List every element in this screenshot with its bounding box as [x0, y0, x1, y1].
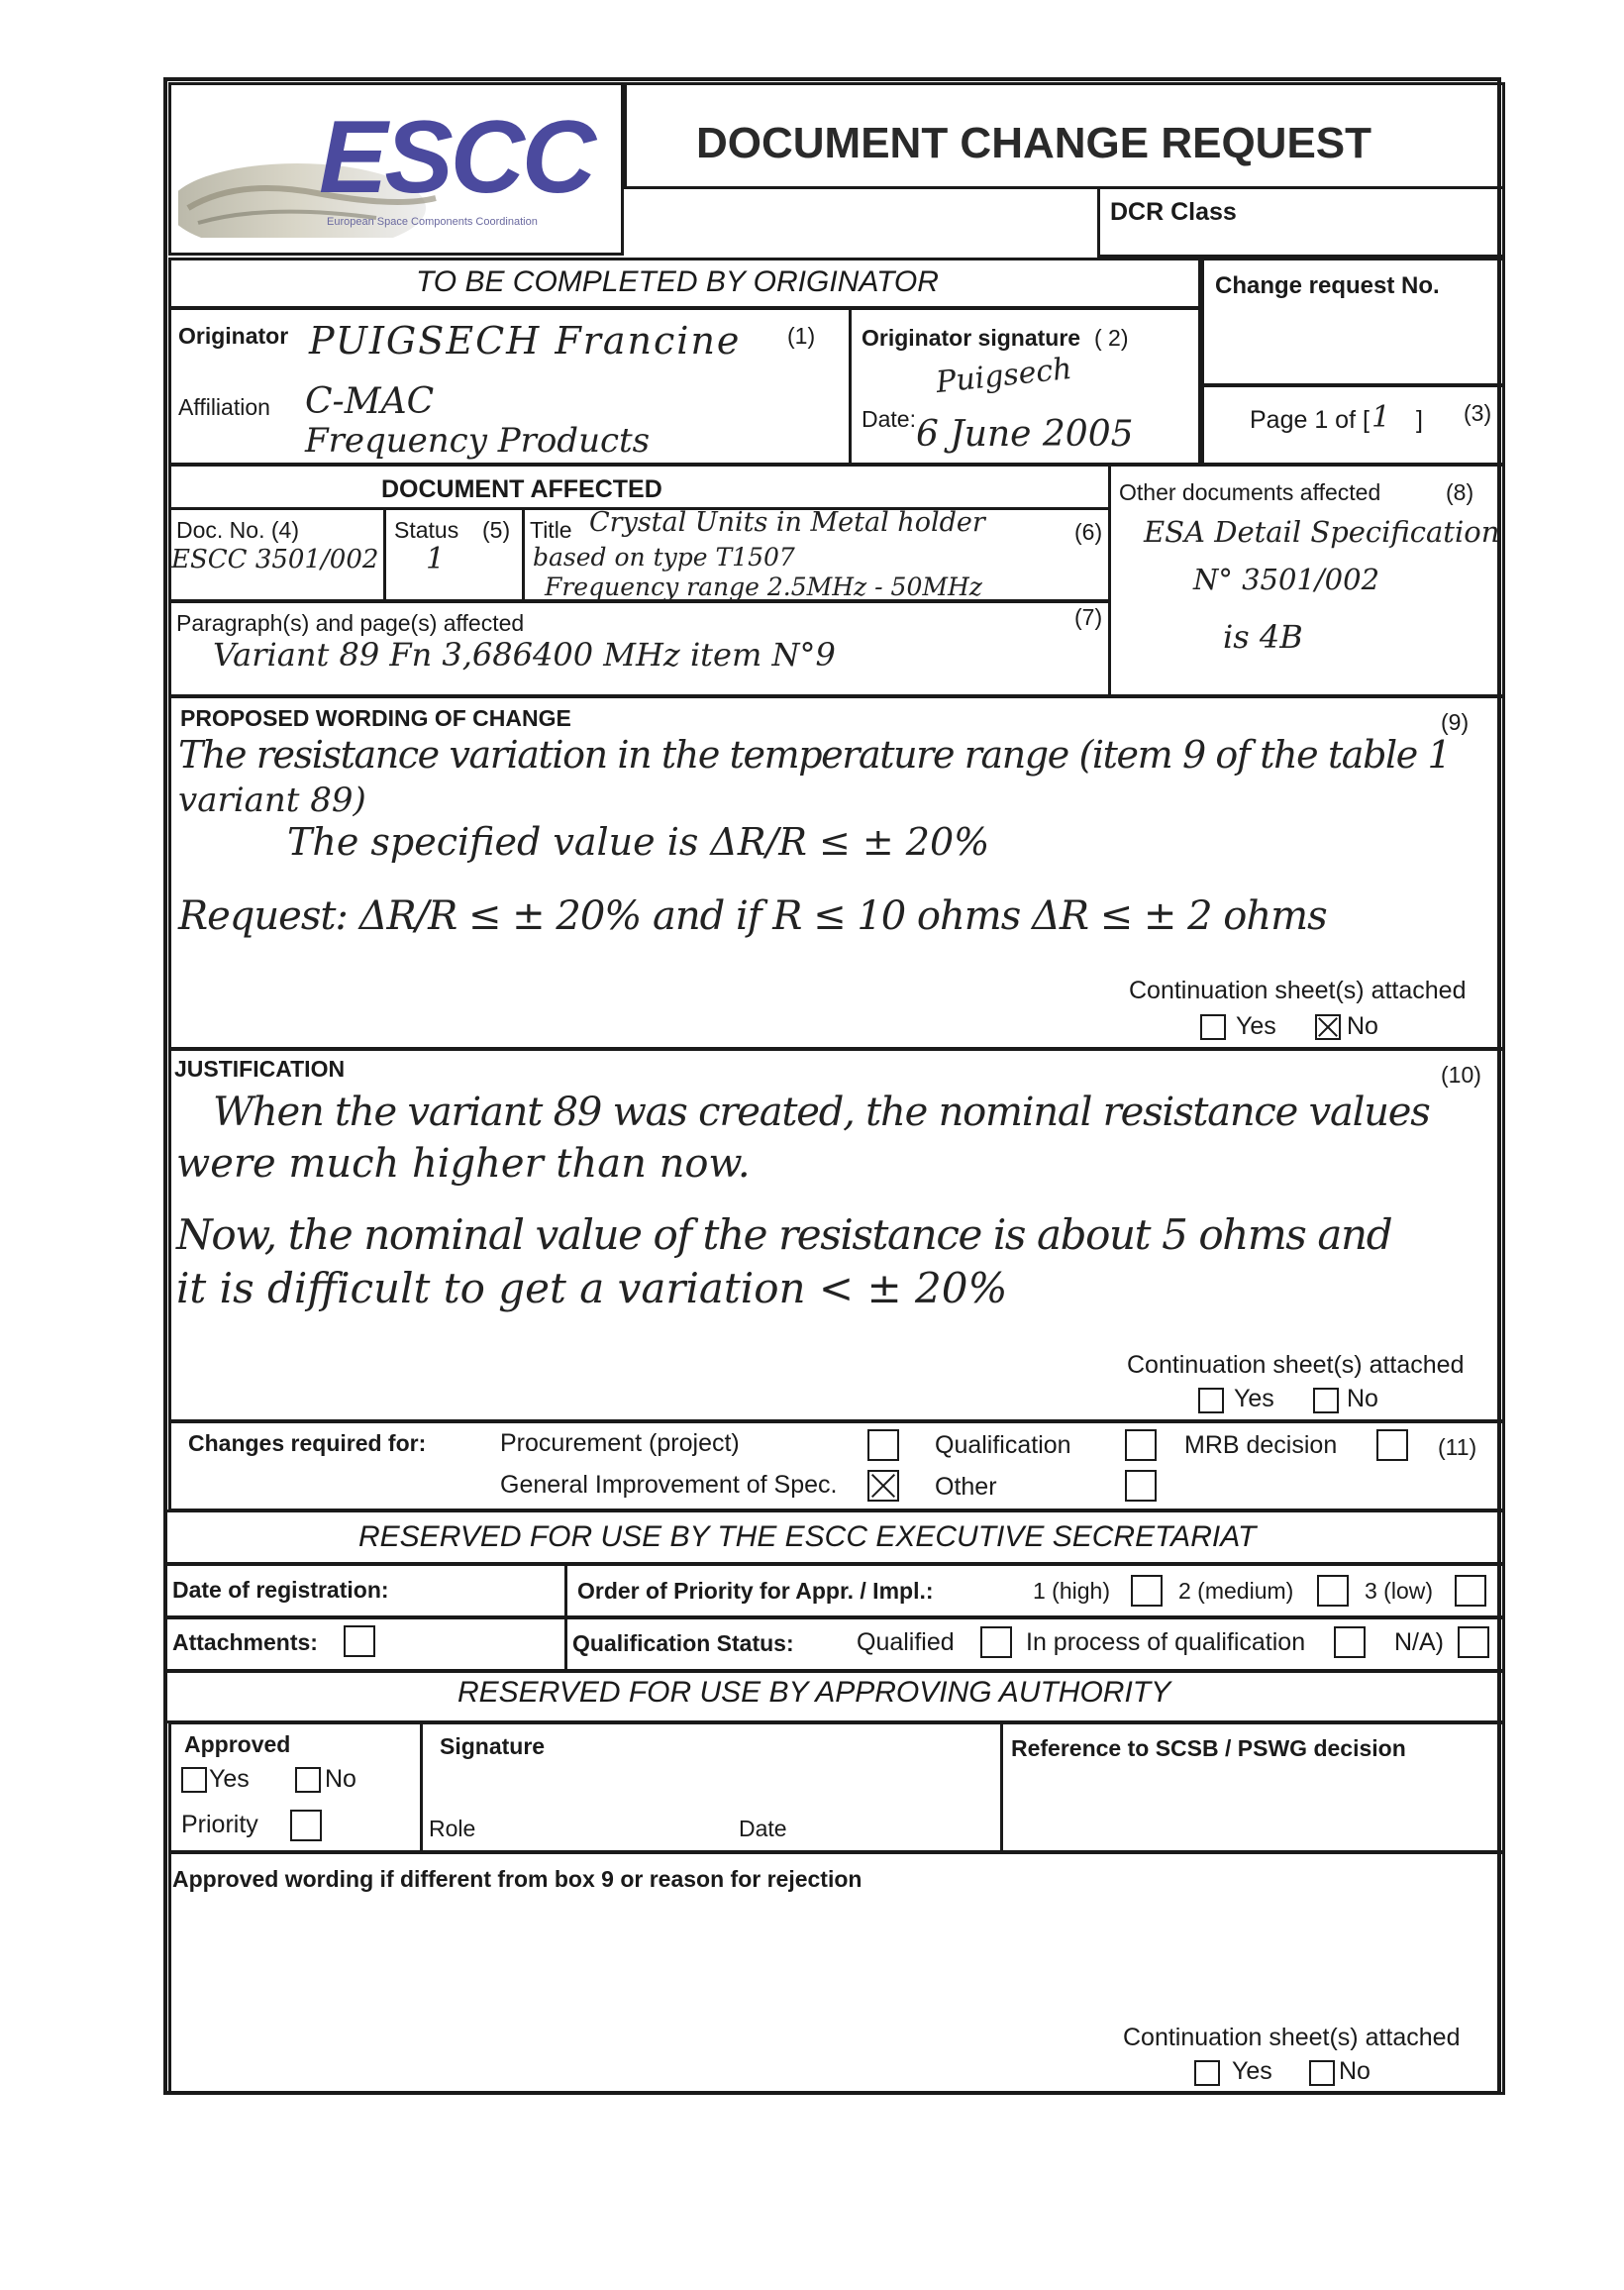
doc-no-value[interactable]: ESCC 3501/002: [171, 545, 379, 574]
originator-banner: TO BE COMPLETED BY ORIGINATOR: [416, 265, 939, 298]
priority-order-label: Order of Priority for Appr. / Impl.:: [577, 1578, 934, 1604]
approving-cont-no-label: No: [1339, 2057, 1370, 2085]
general-checkbox[interactable]: [867, 1470, 899, 1502]
title-line3[interactable]: Frequency range 2.5MHz - 50MHz: [545, 572, 982, 601]
justification-no-checkbox[interactable]: [1313, 1388, 1339, 1413]
page-total[interactable]: 1: [1371, 400, 1391, 435]
general-label: General Improvement of Spec.: [500, 1471, 838, 1499]
justification-no-label: No: [1347, 1385, 1378, 1412]
mrb-label: MRB decision: [1184, 1431, 1338, 1459]
role-label: Role: [429, 1816, 476, 1841]
title-line2[interactable]: based on type T1507: [533, 543, 795, 572]
proposed-yes-checkbox[interactable]: [1200, 1014, 1226, 1040]
proposed-line1[interactable]: The resistance variation in the temperature range (item 9 of the table 1: [178, 733, 1451, 777]
ref-1: (1): [787, 323, 816, 349]
title-label: Title: [530, 517, 572, 543]
mrb-checkbox[interactable]: [1376, 1429, 1408, 1461]
status-value[interactable]: 1: [426, 542, 446, 576]
approval-priority-checkbox[interactable]: [290, 1810, 322, 1841]
justification-heading: JUSTIFICATION: [174, 1056, 346, 1082]
priority-3-checkbox[interactable]: [1455, 1575, 1486, 1607]
justification-yes-checkbox[interactable]: [1198, 1388, 1224, 1413]
approval-date-label: Date: [739, 1816, 787, 1841]
proposed-heading: PROPOSED WORDING OF CHANGE: [180, 705, 571, 731]
proposed-line2[interactable]: variant 89): [178, 781, 366, 820]
procurement-label: Procurement (project): [500, 1429, 740, 1457]
ref-6: (6): [1074, 519, 1103, 545]
title-line1[interactable]: Crystal Units in Metal holder: [589, 507, 985, 538]
affiliation-line1[interactable]: C-MAC: [305, 381, 435, 422]
justification-line4[interactable]: it is difficult to get a variation < ± 20%: [176, 1264, 1008, 1312]
priority-3-label: 3 (low): [1365, 1578, 1434, 1604]
na-label: N/A): [1394, 1628, 1444, 1656]
ref-5: (5): [482, 517, 511, 543]
ref-11: (11): [1438, 1434, 1477, 1460]
paragraph-label: Paragraph(s) and page(s) affected: [176, 610, 525, 636]
date-value[interactable]: 6 June 2005: [916, 414, 1134, 455]
attachments-checkbox[interactable]: [344, 1625, 375, 1657]
status-label: Status: [394, 517, 459, 543]
logo-text: ESCC: [319, 100, 593, 215]
change-request-no-label: Change request No.: [1215, 272, 1440, 299]
ref-8: (8): [1446, 479, 1474, 505]
ref-7: (7): [1074, 604, 1103, 630]
approved-wording-label: Approved wording if different from box 9 or reason for rejection: [172, 1866, 863, 1892]
ref-2: ( 2): [1094, 325, 1129, 351]
approved-no-checkbox[interactable]: [295, 1767, 321, 1793]
proposed-continuation-label: Continuation sheet(s) attached: [1129, 977, 1467, 1004]
date-registration-label: Date of registration:: [172, 1577, 389, 1603]
approved-yes-checkbox[interactable]: [181, 1767, 207, 1793]
proposed-yes-label: Yes: [1236, 1012, 1276, 1040]
signature-label: Originator signature: [862, 325, 1081, 351]
qualified-label: Qualified: [857, 1628, 955, 1656]
ref-9: (9): [1441, 709, 1470, 735]
proposed-line3[interactable]: The specified value is ΔR/R ≤ ± 20%: [287, 820, 990, 864]
ref-3: (3): [1464, 400, 1492, 426]
justification-line3[interactable]: Now, the nominal value of the resistance is about 5 ohms and: [176, 1210, 1392, 1259]
logo-subtext: European Space Components Coordination: [327, 216, 538, 228]
affiliation-label: Affiliation: [178, 394, 270, 420]
qualified-checkbox[interactable]: [980, 1626, 1012, 1658]
priority-2-label: 2 (medium): [1178, 1578, 1294, 1604]
qualification-label: Qualification: [935, 1431, 1071, 1459]
priority-1-label: 1 (high): [1033, 1578, 1110, 1604]
qualification-checkbox[interactable]: [1125, 1429, 1157, 1461]
proposed-no-checkbox[interactable]: [1315, 1014, 1341, 1040]
status-title-divider: [522, 507, 525, 602]
reference-label: Reference to SCSB / PSWG decision: [1011, 1735, 1406, 1761]
justification-line2[interactable]: were much higher than now.: [176, 1141, 751, 1187]
approved-no-label: No: [325, 1765, 356, 1793]
form-title: DOCUMENT CHANGE REQUEST: [696, 119, 1372, 167]
approved-yes-label: Yes: [209, 1765, 250, 1793]
in-process-label: In process of qualification: [1026, 1628, 1306, 1656]
approving-cont-no-checkbox[interactable]: [1309, 2060, 1335, 2086]
approving-cont-yes-checkbox[interactable]: [1194, 2060, 1220, 2086]
proposed-line4[interactable]: Request: ΔR/R ≤ ± 20% and if R ≤ 10 ohms ΔR ≤ ± 2 ohms: [178, 893, 1327, 939]
attachments-label: Attachments:: [172, 1629, 318, 1655]
secretariat-banner: RESERVED FOR USE BY THE ESCC EXECUTIVE SECRETARIAT: [358, 1520, 1257, 1553]
approving-cont-yes-label: Yes: [1232, 2057, 1272, 2085]
justification-line1[interactable]: When the variant 89 was created, the nominal resistance values: [213, 1090, 1430, 1135]
page-close: ]: [1416, 406, 1423, 434]
other-docs-label: Other documents affected: [1119, 479, 1381, 505]
page-label: Page 1 of [: [1250, 406, 1370, 434]
other-label: Other: [935, 1473, 997, 1501]
docno-status-divider: [383, 507, 386, 602]
dcr-class-label: DCR Class: [1110, 198, 1237, 226]
approval-signature-label: Signature: [440, 1733, 546, 1759]
proposed-no-label: No: [1347, 1012, 1378, 1040]
justification-yes-label: Yes: [1234, 1385, 1274, 1412]
priority-label: Priority: [181, 1811, 258, 1838]
in-process-checkbox[interactable]: [1334, 1626, 1366, 1658]
other-docs-line3[interactable]: is 4B: [1223, 618, 1303, 656]
qual-status-label: Qualification Status:: [572, 1630, 794, 1656]
doc-no-label: Doc. No. (4): [176, 517, 299, 543]
document-affected-heading: DOCUMENT AFFECTED: [381, 475, 662, 503]
na-checkbox[interactable]: [1458, 1626, 1489, 1658]
originator-value[interactable]: PUIGSECH Francine: [309, 319, 742, 363]
approved-label: Approved: [184, 1731, 291, 1757]
procurement-checkbox[interactable]: [867, 1429, 899, 1461]
other-docs-line2[interactable]: N° 3501/002: [1193, 563, 1380, 596]
signature-value[interactable]: Puigsech: [934, 351, 1074, 401]
ref-10: (10): [1441, 1062, 1481, 1088]
paragraph-value[interactable]: Variant 89 Fn 3,686400 MHz item N°9: [213, 636, 836, 674]
priority-1-checkbox[interactable]: [1131, 1575, 1163, 1607]
changes-required-label: Changes required for:: [188, 1430, 427, 1456]
other-checkbox[interactable]: [1125, 1470, 1157, 1502]
originator-label: Originator: [178, 323, 289, 349]
approving-continuation-label: Continuation sheet(s) attached: [1123, 2024, 1461, 2051]
priority-2-checkbox[interactable]: [1317, 1575, 1349, 1607]
approving-banner: RESERVED FOR USE BY APPROVING AUTHORITY: [457, 1676, 1171, 1709]
date-label: Date:: [862, 406, 916, 432]
affiliation-line2[interactable]: Frequency Products: [305, 421, 651, 461]
justification-continuation-label: Continuation sheet(s) attached: [1127, 1351, 1465, 1379]
other-docs-line1[interactable]: ESA Detail Specification: [1144, 515, 1500, 549]
